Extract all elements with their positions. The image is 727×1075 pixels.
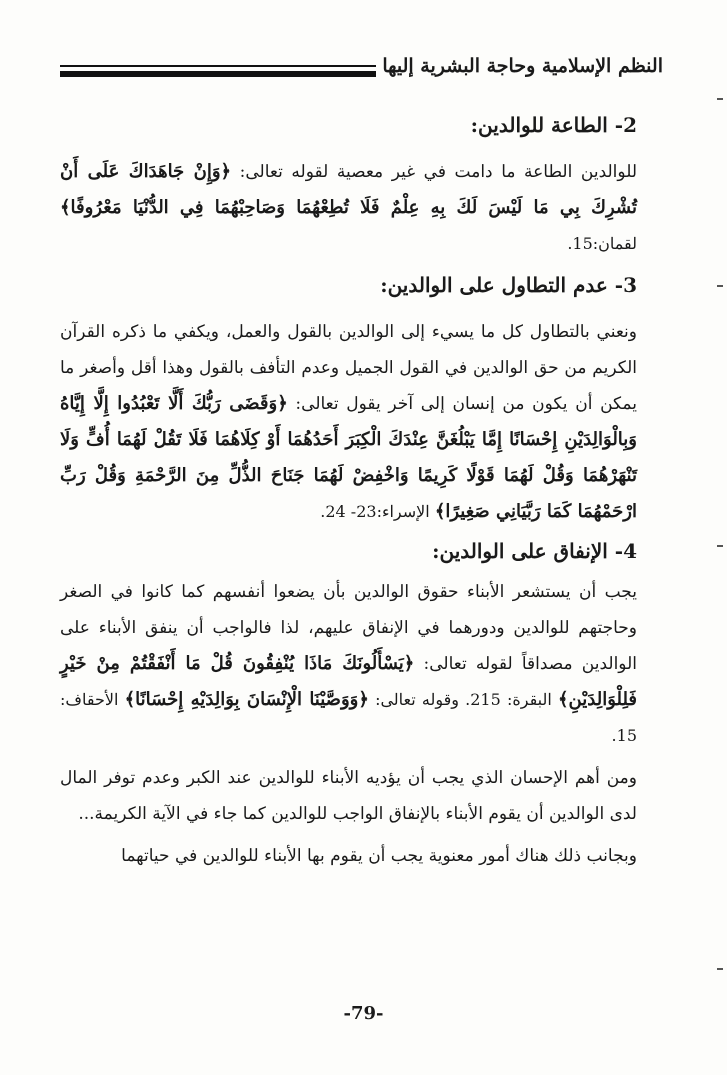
quran-verse: ﴿يَسْأَلُونَكَ مَاذَا يُنْفِقُونَ قُلْ مَا أَنْفَقْتُمْ مِنْ خَيْرٍ فَلِلْوَالِدَيْنِ﴾ — [60, 653, 638, 710]
header-title: النظم الإسلامية وحاجة البشرية إليها — [382, 55, 663, 77]
section-heading-spending: 4- الإنفاق على الوالدين: — [432, 539, 637, 563]
verse-reference: البقرة: 215. وقوله تعالى: — [368, 690, 558, 709]
quran-verse: ﴿وَقَضَى رَبُّكَ أَلَّا تَعْبُدُوا إِلَّا إِيَّاهُ وَبِالْوَالِدَيْنِ إِحْسَانًا إِمَّا يَبْلُغَنَّ عِنْدَكَ الْكِبَرَ أَحَدُهُمَا أَوْ كِلَاهُمَا فَلَا تَقُلْ لَهُمَا أُفٍّ وَلَا تَنْهَرْهُمَا وَقُلْ لَهُمَا قَوْلًا كَرِيمًا وَاخْفِضْ لَهُمَا جَنَاحَ الذُّلِّ مِنَ الرَّحْمَةِ وَقُلْ رَبِّ ارْحَمْهُمَا كَمَا رَبَّيَانِي صَغِيرًا﴾ — [60, 393, 637, 522]
paragraph: للوالدين الطاعة ما دامت في غير معصية لقوله تعالى: ﴿وَإِنْ جَاهَدَاكَ عَلَى أَنْ تُشْرِكَ بِي مَا لَيْسَ لَكَ بِهِ عِلْمٌ فَلَا تُطِعْهُمَا وَصَاحِبْهُمَا فِي الدُّنْيَا مَعْرُوفًا﴾ لقمان:15. — [60, 161, 637, 253]
scan-edge-mark — [717, 968, 723, 970]
quran-verse: ﴿وَوَصَّيْنَا الْإِنْسَانَ بِوَالِدَيْهِ إِحْسَانًا﴾ — [124, 689, 369, 710]
paragraph: ومن أهم الإحسان الذي يجب أن يؤديه الأبناء للوالدين عند الكبر وعدم توفر المال لدى الوالدين أن يقوم الأبناء بالإنفاق الواجب للوالدين كما جاء في الآية الكريمة... — [60, 768, 637, 824]
section-heading-obedience: 2- الطاعة للوالدين: — [470, 113, 637, 137]
paragraph: ونعني بالتطاول كل ما يسيء إلى الوالدين بالقول والعمل، ويكفي ما ذكره القرآن الكريم من حق الوالدين في القول الجميل وعدم التأفف بالقول وهذا أقل وأصغر ما يمكن أن يكون من إنسان إلى آخر يقول تعالى: ﴿وَقَضَى رَبُّكَ أَلَّا تَعْبُدُوا إِلَّا إِيَّاهُ وَبِالْوَالِدَيْنِ إِحْسَانًا إِمَّا يَبْلُغَنَّ عِنْدَكَ الْكِبَرَ أَحَدُهُمَا أَوْ كِلَاهُمَا فَلَا تَقُلْ لَهُمَا أُفٍّ وَلَا تَنْهَرْهُمَا وَقُلْ لَهُمَا قَوْلًا كَرِيمًا وَاخْفِضْ لَهُمَا جَنَاحَ الذُّلِّ مِنَ الرَّحْمَةِ وَقُلْ رَبِّ ارْحَمْهُمَا كَمَا رَبَّيَانِي صَغِيرًا﴾ الإسراء:23- 24. — [60, 322, 637, 522]
verse-reference: لقمان:15. — [567, 234, 637, 253]
scan-edge-mark — [717, 285, 723, 287]
paragraph: يجب أن يستشعر الأبناء حقوق الوالدين بأن يضعوا أنفسهم كما كانوا في الصغر وحاجتهم للوالدين ودورهما في الإنفاق عليهم، لذا فالواجب أن ينفق الأبناء على الوالدين مصداقاً لقوله تعالى: ﴿يَسْأَلُونَكَ مَاذَا يُنْفِقُونَ قُلْ مَا أَنْفَقْتُمْ مِنْ خَيْرٍ فَلِلْوَالِدَيْنِ﴾ البقرة: 215. وقوله تعالى: ﴿وَوَصَّيْنَا الْإِنْسَانَ بِوَالِدَيْهِ إِحْسَانًا﴾ الأحقاف: 15. — [60, 582, 638, 745]
page-number: -79- — [343, 1003, 384, 1024]
verse-reference: الأحقاف: 15. — [60, 690, 637, 745]
scan-edge-mark — [717, 545, 723, 547]
running-header — [60, 46, 663, 80]
verse-reference: الإسراء:23- 24. — [320, 502, 435, 521]
paragraph: وبجانب ذلك هناك أمور معنوية يجب أن يقوم بها الأبناء للوالدين في حياتهما — [121, 846, 637, 866]
page-body — [60, 110, 637, 880]
scan-edge-mark — [717, 98, 723, 100]
quran-verse: ﴿وَإِنْ جَاهَدَاكَ عَلَى أَنْ تُشْرِكَ بِي مَا لَيْسَ لَكَ بِهِ عِلْمٌ فَلَا تُطِعْهُمَا وَصَاحِبْهُمَا فِي الدُّنْيَا مَعْرُوفًا﴾ — [60, 161, 637, 218]
header-rule — [60, 65, 376, 77]
section-heading-no-disrespect: 3- عدم التطاول على الوالدين: — [380, 273, 637, 297]
